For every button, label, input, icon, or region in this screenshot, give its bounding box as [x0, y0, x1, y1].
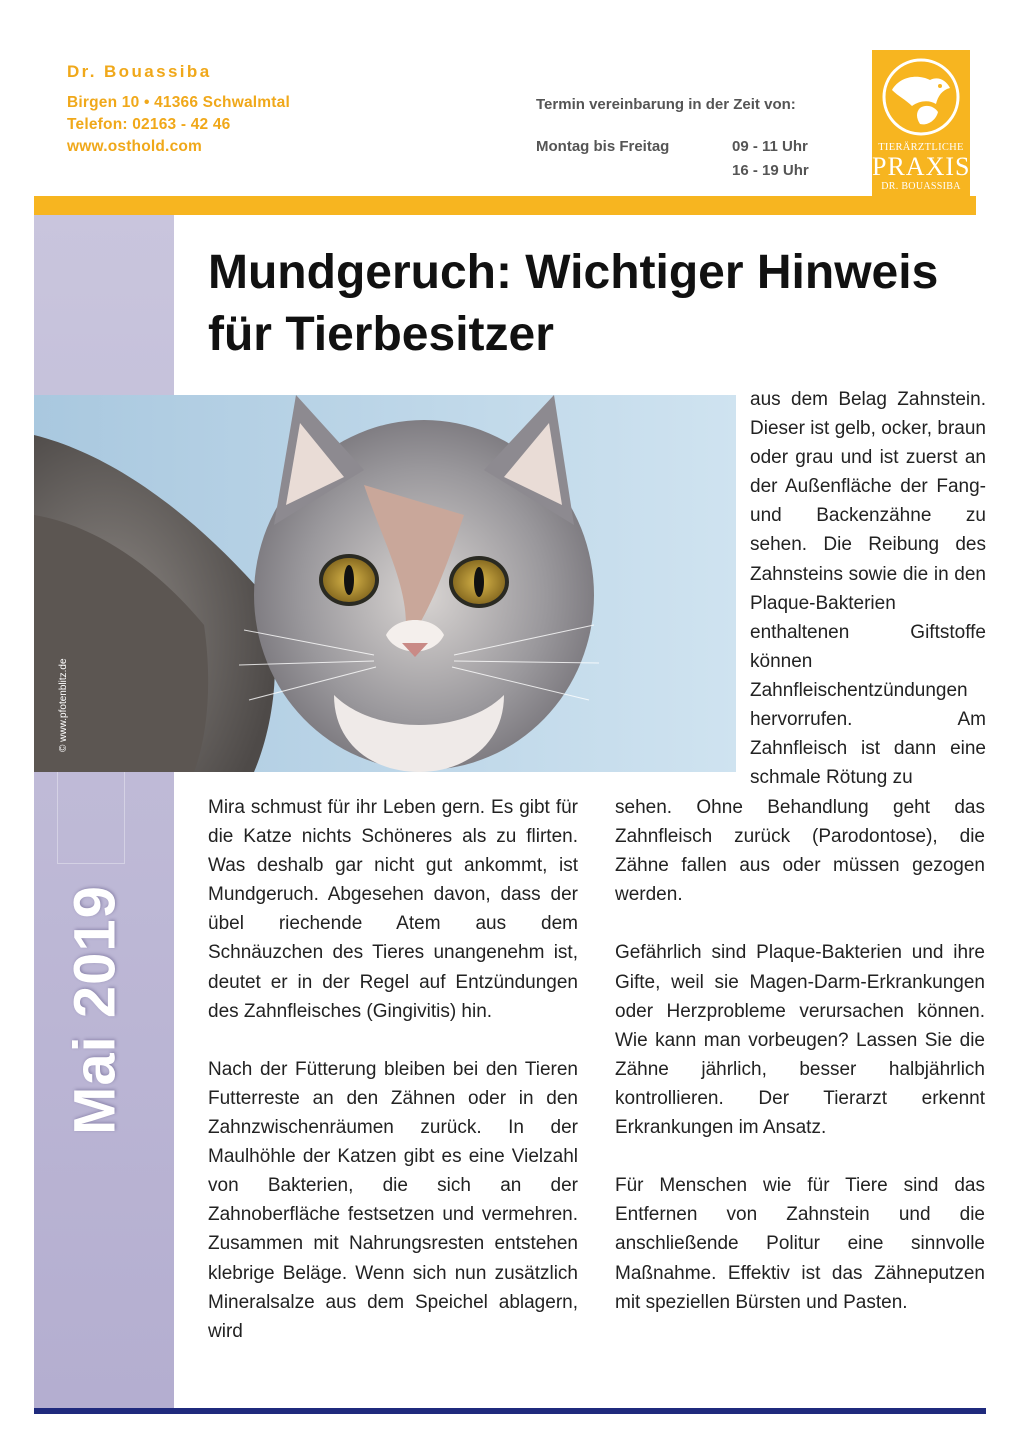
pets-logo-icon [880, 56, 962, 138]
practice-website[interactable]: www.osthold.com [67, 138, 203, 155]
article-paragraph: aus dem Belag Zahnstein. Dieser ist gelb, ocker, braun oder grau und ist zuerst an der Außenfläche der Fang- und Backenzähne zu sehen. Die Reibung des Zahnsteins sowie die in den Plaque-Bakterien enthaltenen Giftstoffe können Zahnfleischentzündungen hervorrufen. Am Zahnfleisch ist dann eine schmale Rötung zu [750, 389, 986, 789]
practice-logo [872, 50, 970, 196]
article-headline: Mundgeruch: Wichtiger Hinweis für Tierbesitzer [208, 246, 939, 361]
cat-image [34, 395, 736, 772]
practice-address: Birgen 10 • 41366 Schwalmtal [67, 94, 290, 111]
practice-contact [67, 62, 290, 158]
article-paragraph: Nach der Fütterung bleiben bei den Tieren Futterreste an den Zähnen oder in den Zahnzwischenräumen zurück. In der Maulhöhle der Katzen gibt es eine Vielzahl von Bakterien, die sich an der Zahnoberfläche festsetzen und vermehren. Zusammen mit Nahrungsresten entstehen klebrige Beläge. Wenn sich nun zusätzlich Mineralsalze aus dem Speichel ablagern, wird [208, 1058, 578, 1342]
doctor-name: Dr. Bouassiba [67, 62, 212, 81]
logo-line-1: TIERÄRZTLICHE [878, 142, 964, 153]
photo-credit: © www.pfotenblitz.de [58, 658, 69, 752]
article-column-right [615, 793, 985, 1317]
practice-phone: Telefon: 02163 - 42 46 [67, 116, 231, 133]
article-paragraph: Mira schmust für ihr Leben gern. Es gibt für die Katze nichts Schöneres als zu flirten. Was deshalb gar nicht gut ankommt, ist Mundgeruch. Abgesehen davon, dass der übel riechende Atem aus dem Schnäuzchen des Tieres unangenehm ist, deutet er in der Regel auf Entzündungen des Zahnfleisches (Gingivitis) hin. [208, 797, 578, 1022]
article-paragraph: Für Menschen wie für Tiere sind das Entfernen von Zahnstein und die anschließende Politur eine sinnvolle Maßnahme. Effektiv ist das Zähneputzen mit speziellen Bürsten und Pasten. [615, 1175, 985, 1313]
footer-rule [34, 1408, 986, 1414]
hours-slot-evening: 16 - 19 Uhr [732, 162, 809, 179]
hours-days: Montag bis Freitag [536, 138, 670, 155]
cat-photo [34, 395, 736, 772]
logo-line-3: DR. BOUASSIBA [881, 181, 961, 192]
article-column-right-top [750, 385, 986, 792]
hours-slot-morning: 09 - 11 Uhr [732, 138, 808, 155]
article-column-left [208, 793, 578, 1346]
issue-date: Mai 2019 [62, 885, 128, 1135]
article-paragraph: Gefährlich sind Plaque-Bakterien und ihre Gifte, weil sie Magen-Darm-Erkrankungen oder Herzprobleme verursachen können. Wie kann man vorbeugen? Lassen Sie die Zähne jährlich, besser halbjährlich kontrollieren. Der Tierarzt erkennt Erkrankungen im Ansatz. [615, 942, 985, 1139]
logo-line-2: PRAXIS [872, 152, 971, 181]
header-divider [34, 196, 976, 215]
article-paragraph: sehen. Ohne Behandlung geht das Zahnfleisch zurück (Parodontose), die Zähne fallen aus oder müssen gezogen werden. [615, 797, 985, 906]
hours-title: Termin vereinbarung in der Zeit von: [536, 96, 796, 113]
